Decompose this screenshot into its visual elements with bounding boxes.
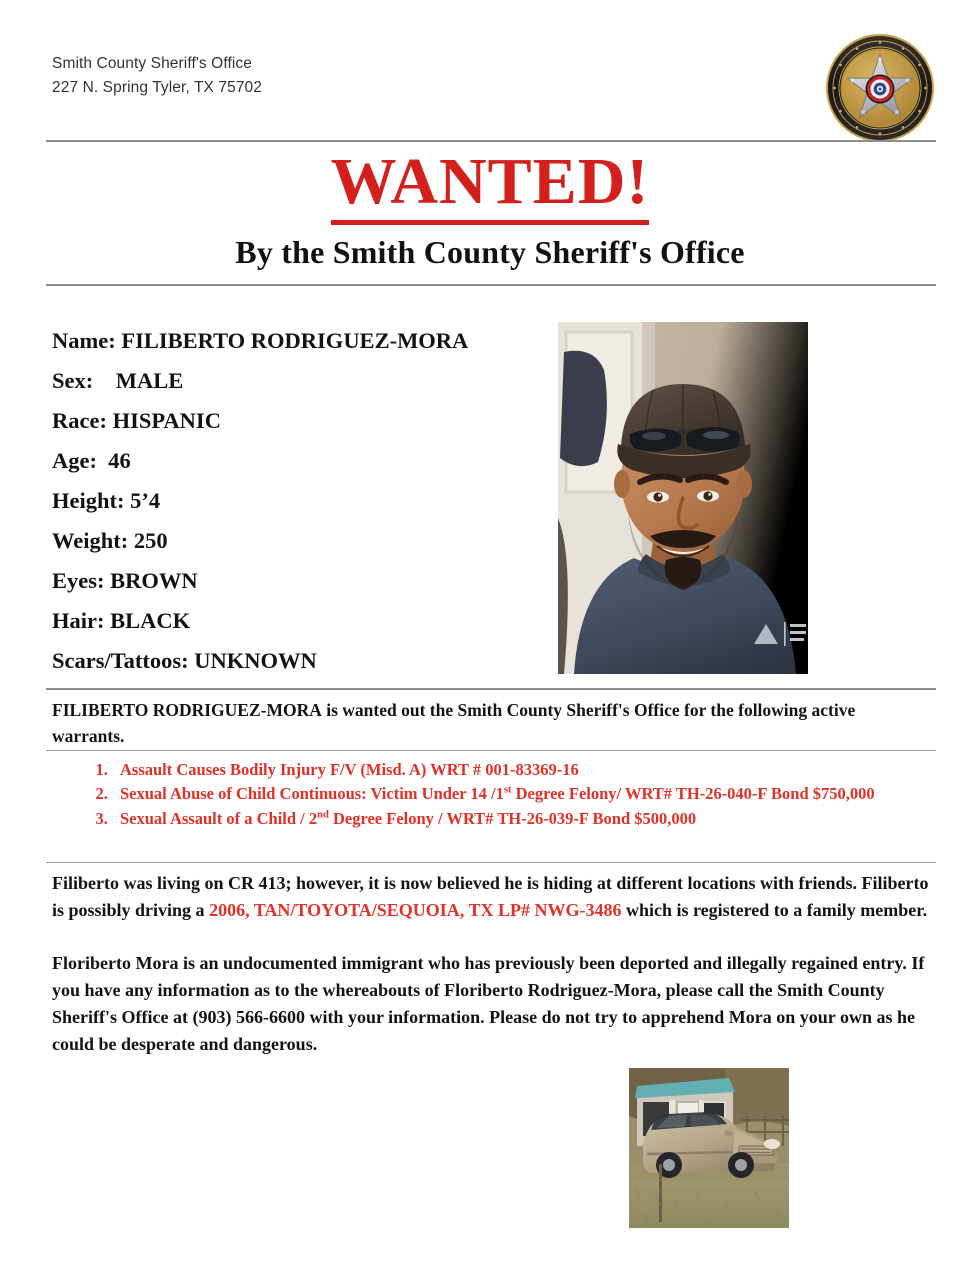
page-title-text: WANTED! [331,145,650,225]
detail-eyes: Eyes: BROWN [52,568,198,593]
detail-scars-tattoos: Scars/Tattoos: UNKNOWN [52,648,317,673]
warrant-intro-name: FILIBERTO RODRIGUEZ-MORA [52,700,322,720]
detail-name: Name: FILIBERTO RODRIGUEZ-MORA [52,328,469,353]
warrant-item-3 [112,807,932,830]
rule-under-header [46,140,936,142]
agency-address: 227 N. Spring Tyler, TX 75702 [52,79,262,97]
page-title [0,145,980,218]
warrant-item-3-ordinal: nd [317,809,329,821]
sheriff-badge-icon [824,32,936,144]
detail-weight: Weight: 250 [52,528,168,553]
vehicle-description: 2006, TAN/TOYOTA/SEQUOIA, TX LP# NWG-3486 [209,900,622,920]
detail-height: Height: 5’4 [52,488,161,513]
warrant-item-2-text: Sexual Abuse of Child Continuous: Victim Under 14 /1 [120,784,504,804]
location-text-part1: Filiberto was living on CR 413; however, it is now believed he is hiding at different locations with friends. Filiberto is possibly driving a [52,873,929,920]
page-subtitle: By the Smith County Sheriff's Office [235,234,745,270]
rule-above-warrant-list [46,750,936,751]
vehicle-photo [629,1068,789,1228]
warrant-item-3-text: Sexual Assault of a Child / 2 [120,808,318,828]
warrant-item-3-text-after: Degree Felony / WRT# TH-26-039-F Bond $500,000 [328,808,697,828]
rule-above-location-paragraph [46,862,936,863]
subject-details [52,330,532,690]
agency-address-block [52,52,262,100]
warrant-intro-paragraph [52,698,932,750]
warrant-list [78,758,932,831]
detail-hair: Hair: BLACK [52,608,191,633]
warrant-intro-rest: is wanted out the Smith County Sheriff's Office for the following active warrants. [52,700,856,746]
detail-sex: Sex: MALE [52,368,184,393]
agency-name: Smith County Sheriff's Office [52,55,252,72]
detail-age: Age: 46 [52,448,131,473]
subject-photo [558,322,808,674]
detail-race: Race: HISPANIC [52,408,221,433]
rule-under-subtitle [46,284,936,286]
warrant-item-1 [112,758,932,781]
rule-above-warrant-intro [46,688,936,690]
warrant-item-2-text-after: Degree Felony/ WRT# TH-26-040-F Bond $750,000 [511,784,875,804]
warrant-item-2 [112,782,932,805]
contact-paragraph: Floriberto Mora is an undocumented immigrant who has previously been deported and illegally regained entry. If you have any information as to the whereabouts of Floriberto Rodriguez-Mora, please call the Smith County Sheriff's Office at (903) 566-6600 with your information. Please do not try to apprehend Mora on your own as he could be desperate and dangerous. [52,953,925,1054]
location-text-part2: which is registered to a family member. [621,900,928,920]
poster-header [52,48,936,140]
warrant-item-2-ordinal: st [503,784,512,796]
warrant-item-1-text: Assault Causes Bodily Injury F/V (Misd. A) WRT # 001-83369-16 [120,760,579,779]
location-paragraph [52,870,932,924]
